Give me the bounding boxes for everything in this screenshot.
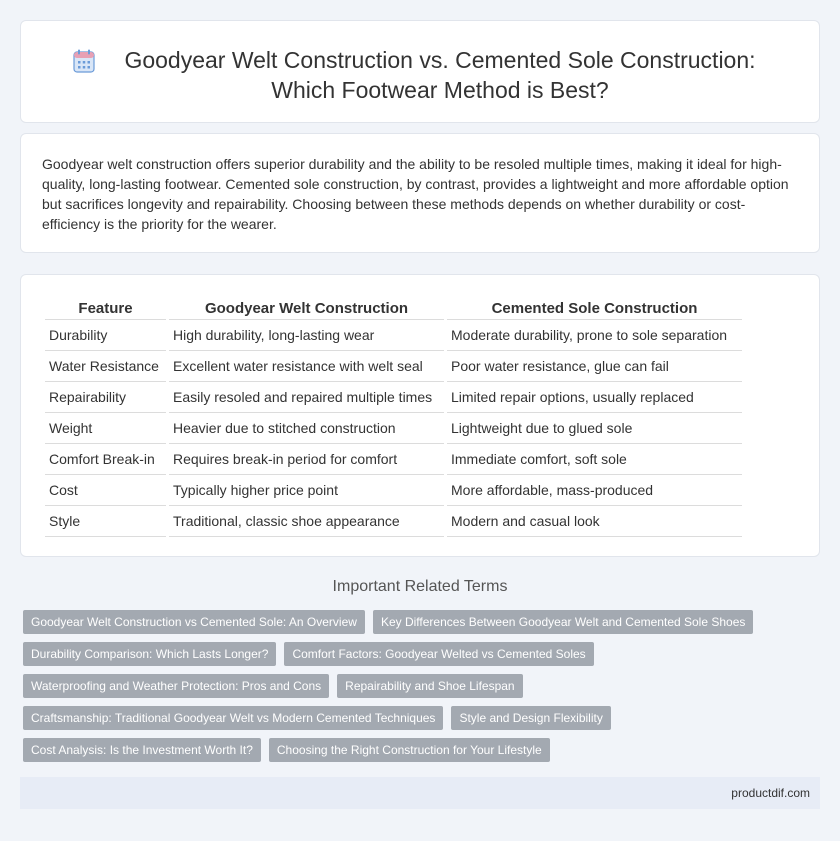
- table-row: [45, 320, 742, 351]
- tag-row: [23, 610, 823, 634]
- cemented-cell: Immediate comfort, soft sole: [447, 444, 742, 475]
- feature-cell: Style: [45, 506, 166, 537]
- related-term-tag[interactable]: Key Differences Between Goodyear Welt and Cemented Sole Shoes: [373, 610, 753, 634]
- cemented-cell: Moderate durability, prone to sole separation: [447, 320, 742, 351]
- header-goodyear: Goodyear Welt Construction: [169, 295, 444, 320]
- table-row: [45, 444, 742, 475]
- goodyear-cell: Excellent water resistance with welt seal: [169, 351, 444, 382]
- related-term-tag[interactable]: Craftsmanship: Traditional Goodyear Welt vs Modern Cemented Techniques: [23, 706, 443, 730]
- tag-row: [23, 642, 823, 666]
- cemented-cell: Modern and casual look: [447, 506, 742, 537]
- summary-card: [20, 133, 820, 253]
- tag-row: [23, 738, 823, 762]
- title-card: [20, 20, 820, 123]
- related-terms-list: [23, 610, 823, 770]
- feature-cell: Cost: [45, 475, 166, 506]
- cemented-cell: Lightweight due to glued sole: [447, 413, 742, 444]
- cemented-cell: Limited repair options, usually replaced: [447, 382, 742, 413]
- footer-site-link[interactable]: productdif.com: [731, 786, 810, 800]
- cemented-cell: More affordable, mass-produced: [447, 475, 742, 506]
- goodyear-cell: High durability, long-lasting wear: [169, 320, 444, 351]
- related-term-tag[interactable]: Goodyear Welt Construction vs Cemented Sole: An Overview: [23, 610, 365, 634]
- related-term-tag[interactable]: Durability Comparison: Which Lasts Longer?: [23, 642, 276, 666]
- related-term-tag[interactable]: Repairability and Shoe Lifespan: [337, 674, 522, 698]
- goodyear-cell: Typically higher price point: [169, 475, 444, 506]
- related-term-tag[interactable]: Choosing the Right Construction for Your Lifestyle: [269, 738, 550, 762]
- tag-row: [23, 674, 823, 698]
- related-term-tag[interactable]: Waterproofing and Weather Protection: Pros and Cons: [23, 674, 329, 698]
- feature-cell: Water Resistance: [45, 351, 166, 382]
- table-header-row: [45, 295, 742, 320]
- goodyear-cell: Requires break-in period for comfort: [169, 444, 444, 475]
- related-terms-heading: Important Related Terms: [332, 578, 508, 595]
- related-term-tag[interactable]: Comfort Factors: Goodyear Welted vs Cemented Soles: [284, 642, 593, 666]
- goodyear-cell: Heavier due to stitched construction: [169, 413, 444, 444]
- table-row: [45, 475, 742, 506]
- comparison-table: [42, 295, 745, 537]
- feature-cell: Comfort Break-in: [45, 444, 166, 475]
- comparison-card: [20, 274, 820, 557]
- page-title: Goodyear Welt Construction vs. Cemented Sole Construction: Which Footwear Method is Best?: [124, 47, 756, 103]
- table-row: [45, 413, 742, 444]
- calendar-icon: [73, 49, 95, 73]
- related-term-tag[interactable]: Cost Analysis: Is the Investment Worth It?: [23, 738, 261, 762]
- table-row: [45, 506, 742, 537]
- goodyear-cell: Traditional, classic shoe appearance: [169, 506, 444, 537]
- footer: [20, 777, 820, 809]
- table-row: [45, 351, 742, 382]
- feature-cell: Durability: [45, 320, 166, 351]
- feature-cell: Repairability: [45, 382, 166, 413]
- tag-row: [23, 706, 823, 730]
- table-row: [45, 382, 742, 413]
- summary-text: Goodyear welt construction offers superior durability and the ability to be resoled multiple times, making it ideal for high-quality, long-lasting footwear. Cemented sole construction, by contrast, provides a lightweight and more affordable option but sacrifices longevity and repairability. Choosing between these methods depends on whether durability or cost-efficiency is the priority for the wearer.: [42, 156, 789, 232]
- header-cemented: Cemented Sole Construction: [447, 295, 742, 320]
- related-term-tag[interactable]: Style and Design Flexibility: [451, 706, 610, 730]
- title-wrap: [21, 45, 819, 105]
- cemented-cell: Poor water resistance, glue can fail: [447, 351, 742, 382]
- goodyear-cell: Easily resoled and repaired multiple times: [169, 382, 444, 413]
- header-feature: Feature: [45, 295, 166, 320]
- feature-cell: Weight: [45, 413, 166, 444]
